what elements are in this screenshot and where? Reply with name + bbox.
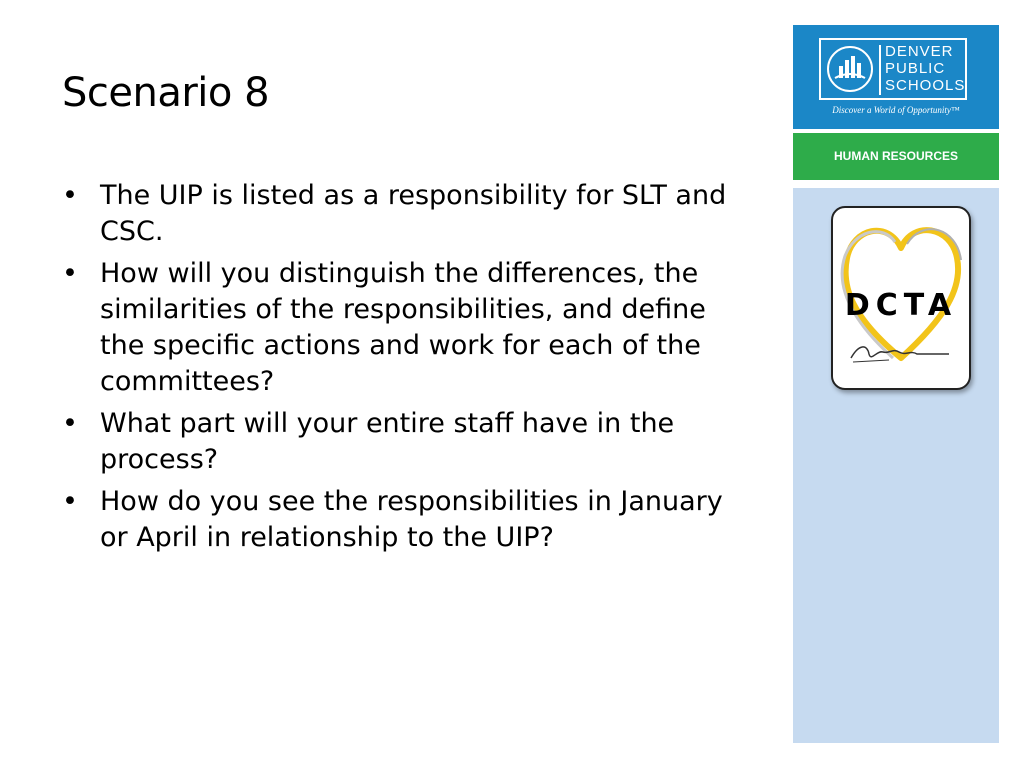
- dcta-signature: [849, 340, 953, 370]
- dcta-letters: DCTA: [844, 288, 958, 323]
- bullet-list: [62, 178, 727, 562]
- dps-word-denver: DENVER: [885, 43, 954, 60]
- slide-title: Scenario 8: [62, 70, 270, 116]
- bullet-item: • How do you see the responsibilities in January or April in relationship to the UIP?: [62, 484, 727, 556]
- dps-word-public: PUBLIC: [885, 60, 946, 77]
- dps-tagline: Discover a World of Opportunity™: [832, 105, 960, 115]
- branding-sidebar: [793, 25, 999, 743]
- dps-word-schools: SCHOOLS: [885, 77, 966, 94]
- dcta-logo: [831, 206, 971, 390]
- bullet-item: • The UIP is listed as a responsibility for SLT and CSC.: [62, 178, 727, 250]
- bullet-item: • How will you distinguish the differences, the similarities of the responsibilities, and define the specific actions and work for each of the committees?: [62, 256, 727, 400]
- blue-panel: [793, 188, 999, 743]
- dps-wordmark: [885, 43, 965, 94]
- dps-logo-band: [793, 25, 999, 129]
- bullet-item: • What part will your entire staff have in the process?: [62, 406, 727, 478]
- dps-divider: [879, 45, 881, 95]
- dps-logo: [819, 38, 967, 100]
- dps-seal-icon: [827, 46, 873, 92]
- human-resources-banner: HUMAN RESOURCES: [793, 133, 999, 180]
